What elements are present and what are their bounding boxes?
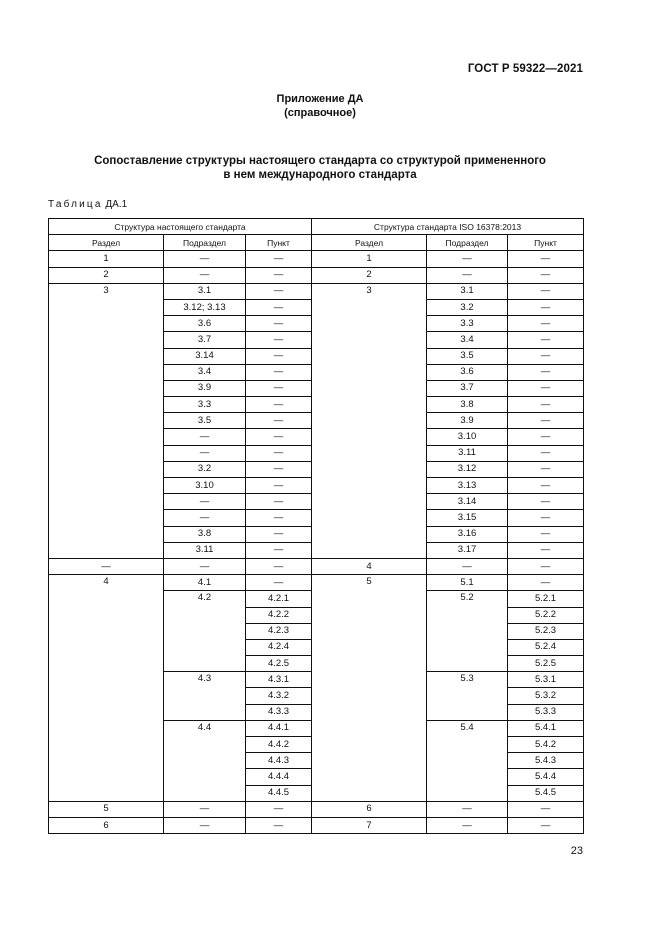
table-row	[49, 558, 584, 574]
table-caption	[48, 199, 127, 210]
table-cell: —	[246, 445, 312, 461]
table-cell: —	[427, 267, 508, 283]
table-cell: 3.11	[164, 542, 246, 558]
table-cell: 3.4	[164, 364, 246, 380]
table-cell: —	[508, 413, 584, 429]
table-caption-label: Таблица	[48, 199, 103, 210]
table-cell: —	[246, 429, 312, 445]
column-header: Подраздел	[427, 235, 508, 251]
table-cell: 3.17	[427, 542, 508, 558]
table-cell: 4	[49, 575, 164, 802]
table-cell: —	[246, 526, 312, 542]
table-cell: 3	[49, 283, 164, 558]
table-cell: 3.2	[427, 299, 508, 315]
table-cell: 5	[49, 801, 164, 817]
table-cell: —	[508, 542, 584, 558]
table-cell: 4.2.3	[246, 623, 312, 639]
table-cell: 6	[49, 817, 164, 833]
table-cell: 3.7	[427, 380, 508, 396]
table-cell: 4.4.5	[246, 785, 312, 801]
table-cell: 3.11	[427, 445, 508, 461]
table-cell: —	[246, 542, 312, 558]
column-header: Пункт	[246, 235, 312, 251]
table-cell: —	[246, 510, 312, 526]
table-cell: —	[246, 364, 312, 380]
table-cell: —	[246, 461, 312, 477]
table-cell: 5.2	[427, 591, 508, 672]
table-cell: 3.12	[427, 461, 508, 477]
table-cell: —	[246, 316, 312, 332]
table-cell: 1	[49, 251, 164, 267]
table-cell: —	[246, 558, 312, 574]
table-cell: 4.4	[164, 720, 246, 801]
table-cell: —	[508, 575, 584, 591]
table-cell: —	[508, 445, 584, 461]
table-cell: 4.2	[164, 591, 246, 672]
table-cell: —	[246, 817, 312, 833]
table-cell: 3	[312, 283, 427, 558]
table-column-header-row	[49, 235, 584, 251]
table-cell: —	[508, 494, 584, 510]
group-header-iso: Структура стандарта ISO 16378:2013	[312, 219, 584, 235]
table-cell: —	[246, 413, 312, 429]
table-cell: 3.9	[427, 413, 508, 429]
table-cell: 4.1	[164, 575, 246, 591]
table-cell: 4	[312, 558, 427, 574]
table-cell: —	[508, 283, 584, 299]
table-cell: 5.4.5	[508, 785, 584, 801]
table-cell: —	[246, 332, 312, 348]
table-cell: —	[246, 348, 312, 364]
table-cell: 3.16	[427, 526, 508, 542]
table-cell: —	[246, 267, 312, 283]
table-cell: 3.8	[427, 397, 508, 413]
table-cell: 5.3.3	[508, 704, 584, 720]
table-cell: —	[164, 558, 246, 574]
table-cell: 4.2.4	[246, 639, 312, 655]
table-cell: 2	[312, 267, 427, 283]
table-cell: —	[164, 494, 246, 510]
table-cell: —	[508, 397, 584, 413]
table-cell: 7	[312, 817, 427, 833]
table-cell: —	[164, 429, 246, 445]
table-cell: 3.13	[427, 478, 508, 494]
table-cell: —	[508, 801, 584, 817]
table-cell: 4.2.2	[246, 607, 312, 623]
table-cell: —	[246, 299, 312, 315]
table-cell: 3.15	[427, 510, 508, 526]
table-group-header-row	[49, 219, 584, 235]
table-cell: 5.3	[427, 672, 508, 721]
table-row	[49, 801, 584, 817]
table-cell: —	[246, 397, 312, 413]
table-cell: 4.4.2	[246, 737, 312, 753]
table-cell: —	[508, 817, 584, 833]
table-cell: 3.12; 3.13	[164, 299, 246, 315]
annex-title: Приложение ДА	[276, 93, 364, 105]
table-cell: —	[164, 801, 246, 817]
table-cell: 3.6	[427, 364, 508, 380]
heading-line: Сопоставление структуры настоящего стандарта со структурой примененного	[94, 155, 546, 167]
heading-line: в нем международного стандарта	[223, 169, 417, 181]
table-cell: 3.14	[427, 494, 508, 510]
table-caption-number: ДА.1	[105, 199, 128, 210]
table-cell: 4.2.5	[246, 656, 312, 672]
table-cell: 5.3.1	[508, 672, 584, 688]
table-row	[49, 817, 584, 833]
column-header: Раздел	[312, 235, 427, 251]
column-header: Раздел	[49, 235, 164, 251]
table-cell: 2	[49, 267, 164, 283]
table-row	[49, 575, 584, 591]
table-cell: 1	[312, 251, 427, 267]
table-cell: —	[508, 478, 584, 494]
table-cell: 3.10	[164, 478, 246, 494]
table-cell: —	[164, 817, 246, 833]
table-cell: 4.4.3	[246, 753, 312, 769]
table-cell: —	[508, 332, 584, 348]
table-cell: —	[427, 558, 508, 574]
section-heading	[0, 154, 640, 182]
table-cell: —	[508, 364, 584, 380]
table-cell: 5.2.4	[508, 639, 584, 655]
table-cell: 3.14	[164, 348, 246, 364]
table-cell: 3.3	[164, 397, 246, 413]
table-cell: 5.2.5	[508, 656, 584, 672]
table-cell: —	[508, 380, 584, 396]
table-cell: 6	[312, 801, 427, 817]
table-cell: —	[427, 817, 508, 833]
table-cell: 3.3	[427, 316, 508, 332]
table-cell: 5.1	[427, 575, 508, 591]
table-cell: —	[508, 299, 584, 315]
table-row	[49, 251, 584, 267]
document-id: ГОСТ Р 59322—2021	[467, 63, 583, 75]
table-cell: —	[246, 494, 312, 510]
table-cell: —	[164, 510, 246, 526]
table-cell: —	[508, 348, 584, 364]
column-header: Пункт	[508, 235, 584, 251]
table-cell: 5.2.1	[508, 591, 584, 607]
table-cell: 3.4	[427, 332, 508, 348]
table-cell: 3.7	[164, 332, 246, 348]
table-cell: 4.3	[164, 672, 246, 721]
table-cell: —	[508, 251, 584, 267]
table-row	[49, 267, 584, 283]
table-cell: —	[164, 267, 246, 283]
table-cell: 5.2.3	[508, 623, 584, 639]
table-cell: 4.4.1	[246, 720, 312, 736]
table-cell: 5.4.3	[508, 753, 584, 769]
table-cell: —	[508, 267, 584, 283]
table-cell: —	[508, 558, 584, 574]
table-cell: —	[246, 283, 312, 299]
table-cell: 4.4.4	[246, 769, 312, 785]
table-cell: 3.1	[427, 283, 508, 299]
table-cell: —	[164, 445, 246, 461]
table-cell: 4.2.1	[246, 591, 312, 607]
table-cell: —	[246, 380, 312, 396]
table-cell: 5.3.2	[508, 688, 584, 704]
table-row	[49, 283, 584, 299]
table-cell: —	[164, 251, 246, 267]
table-cell: 5.2.2	[508, 607, 584, 623]
table-cell: —	[427, 801, 508, 817]
table-cell: —	[246, 801, 312, 817]
comparison-table	[48, 218, 584, 834]
table-cell: —	[508, 461, 584, 477]
table-cell: 3.8	[164, 526, 246, 542]
table-cell: —	[508, 429, 584, 445]
table-cell: 3.1	[164, 283, 246, 299]
table-cell: —	[508, 316, 584, 332]
table-cell: 4.3.3	[246, 704, 312, 720]
table-cell: 3.5	[427, 348, 508, 364]
table-cell: —	[246, 478, 312, 494]
table-cell: —	[246, 251, 312, 267]
table-cell: 4.3.2	[246, 688, 312, 704]
table-cell: 3.10	[427, 429, 508, 445]
group-header-national: Структура настоящего стандарта	[49, 219, 312, 235]
page-number: 23	[570, 845, 583, 857]
column-header: Подраздел	[164, 235, 246, 251]
table-cell: 3.5	[164, 413, 246, 429]
table-cell: —	[508, 526, 584, 542]
table-cell: 4.3.1	[246, 672, 312, 688]
table-cell: —	[427, 251, 508, 267]
comparison-table-body	[49, 219, 584, 834]
table-cell: 5.4.2	[508, 737, 584, 753]
table-cell: —	[246, 575, 312, 591]
annex-subtitle: (справочное)	[284, 107, 356, 119]
table-cell: 3.9	[164, 380, 246, 396]
table-cell: 5.4.4	[508, 769, 584, 785]
table-cell: 5.4.1	[508, 720, 584, 736]
table-cell: —	[508, 510, 584, 526]
table-cell: 3.6	[164, 316, 246, 332]
table-cell: —	[49, 558, 164, 574]
table-cell: 3.2	[164, 461, 246, 477]
table-cell: 5.4	[427, 720, 508, 801]
table-cell: 5	[312, 575, 427, 802]
